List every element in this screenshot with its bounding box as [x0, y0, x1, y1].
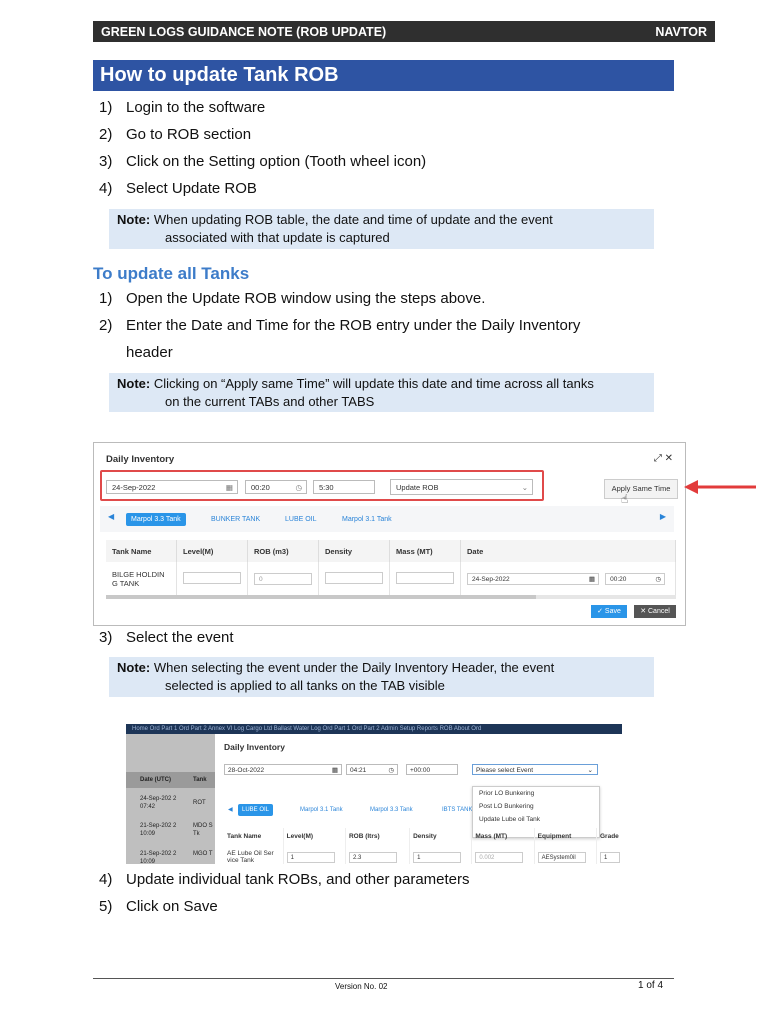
tab-marpol-3-1[interactable]: Marpol 3.1 Tank	[300, 807, 343, 813]
step-text: header	[126, 344, 173, 361]
apply-same-time-button[interactable]: Apply Same Time	[604, 479, 678, 499]
table-row	[224, 844, 622, 864]
step-text: Login to the software	[126, 99, 266, 116]
equipment-input[interactable]: AESystem0il	[538, 852, 586, 863]
document-header-title: GREEN LOGS GUIDANCE NOTE (ROB UPDATE)	[101, 24, 387, 39]
bg-tank-cell: MGO T	[193, 851, 213, 857]
step-number: 1)	[99, 99, 113, 116]
tab-bunker-tank[interactable]: BUNKER TANK	[211, 516, 261, 523]
column-header: Grade	[597, 828, 623, 844]
step-text: Select Update ROB	[126, 180, 257, 197]
step-text: Update individual tank ROBs, and other parameters	[126, 871, 470, 888]
note-text-continued: associated with that update is captured	[165, 230, 390, 245]
timezone-value: 5:30	[319, 483, 334, 492]
note-label: Note:	[117, 212, 151, 227]
chevron-left-icon[interactable]: ◀	[228, 807, 233, 813]
step-number: 5)	[99, 898, 113, 915]
date-input[interactable]	[224, 764, 342, 775]
step-text: Select the event	[126, 629, 234, 646]
row-time-input[interactable]	[605, 573, 665, 585]
note-text: Clicking on “Apply same Time” will update this date and time across all tanks	[153, 376, 594, 391]
step-number: 4)	[99, 180, 113, 197]
column-header: Date	[461, 540, 676, 562]
window-controls-icon[interactable]: ⤢ ✕	[653, 453, 673, 464]
time-input[interactable]	[346, 764, 398, 775]
bg-tank-cell: MDO S Tk	[193, 823, 213, 837]
tab-lube-oil[interactable]: LUBE OIL	[238, 804, 273, 816]
row-date-input[interactable]	[467, 573, 599, 585]
tank-table	[106, 540, 676, 596]
bg-date-cell: 24-Sep-202 2 07:42	[140, 796, 177, 810]
mass-cell	[472, 844, 534, 864]
column-header: Tank	[193, 777, 207, 783]
dialog-title: Daily Inventory	[106, 454, 175, 465]
step-number: 3)	[99, 629, 113, 646]
tank-table	[224, 828, 622, 864]
column-header: Tank Name	[224, 828, 283, 844]
calendar-icon[interactable]: ▦	[588, 576, 595, 583]
column-header: Mass (MT)	[472, 828, 534, 844]
step-number: 3)	[99, 153, 113, 170]
daily-inventory-screenshot	[93, 442, 686, 626]
density-cell	[319, 562, 390, 596]
event-select-screenshot	[126, 724, 622, 864]
background-table-header	[126, 772, 215, 788]
step-text: Click on the Setting option (Tooth wheel icon)	[126, 153, 427, 170]
column-header: ROB (m3)	[248, 540, 319, 562]
column-header: Level(M)	[177, 540, 248, 562]
bg-date-cell: 21-Sep-202 2 10:09	[140, 851, 177, 864]
note-text: When updating ROB table, the date and time of update and the event	[153, 212, 553, 227]
step-number: 4)	[99, 871, 113, 888]
density-cell	[410, 844, 472, 864]
row-date-value: 24-Sep-2022	[472, 576, 510, 583]
event-placeholder: Please select Event	[476, 767, 534, 774]
timezone-input[interactable]	[313, 480, 375, 494]
column-header: ROB (ltrs)	[345, 828, 409, 844]
tab-lube-oil[interactable]: LUBE OIL	[285, 516, 317, 523]
document-header	[93, 21, 715, 42]
timezone-input[interactable]	[406, 764, 458, 775]
tank-name-cell: BILGE HOLDIN G TANK	[106, 562, 177, 596]
scrollbar-thumb[interactable]	[106, 595, 536, 599]
tab-marpol-3-3[interactable]: Marpol 3.3 Tank	[126, 513, 186, 526]
red-arrow-icon	[684, 479, 758, 495]
chevron-right-icon[interactable]: ▶	[659, 512, 666, 521]
level-input[interactable]: 1	[287, 852, 335, 863]
column-header: Tank Name	[106, 540, 177, 562]
note-text: When selecting the event under the Daily Inventory Header, the event	[153, 660, 555, 675]
note-box-select-event	[109, 657, 654, 697]
density-input[interactable]: 1	[413, 852, 461, 863]
tab-marpol-3-1[interactable]: Marpol 3.1 Tank	[342, 516, 392, 523]
bg-date-cell: 21-Sep-202 2 10:09	[140, 823, 177, 837]
step-text: Open the Update ROB window using the steps above.	[126, 290, 486, 307]
timezone-value: +00:00	[410, 767, 431, 774]
calendar-icon[interactable]: ▦	[331, 767, 338, 774]
dropdown-option[interactable]: Prior LO Bunkering	[479, 790, 535, 797]
tab-marpol-3-3[interactable]: Marpol 3.3 Tank	[370, 807, 413, 813]
date-value: 24-Sep-2022	[112, 483, 156, 492]
step-text: Click on Save	[126, 898, 218, 915]
step-number: 2)	[99, 317, 113, 334]
note-text-continued: selected is applied to all tanks on the TAB visible	[165, 678, 445, 693]
rob-cell	[248, 562, 319, 596]
note-box-apply-same-time	[109, 373, 654, 412]
clock-icon[interactable]: ◷	[655, 576, 662, 583]
section-title: How to update Tank ROB	[93, 60, 674, 91]
rob-cell	[345, 844, 409, 864]
step-number: 2)	[99, 126, 113, 143]
note-text-continued: on the current TABs and other TABS	[165, 394, 375, 409]
mass-cell	[390, 562, 461, 596]
subsection-title: To update all Tanks	[93, 264, 250, 283]
horizontal-scrollbar[interactable]	[106, 595, 676, 599]
row-time-value: 00:20	[610, 576, 627, 583]
column-header: Equipment	[534, 828, 596, 844]
dialog-title: Daily Inventory	[224, 742, 285, 752]
tab-ibts-tank[interactable]: IBTS TANK	[442, 807, 473, 813]
footer-divider	[93, 978, 674, 979]
date-input[interactable]	[106, 480, 238, 494]
level-input[interactable]	[183, 572, 241, 584]
pointer-cursor-icon: ☝	[621, 492, 629, 506]
table-header-row	[106, 540, 676, 562]
table-header-row	[224, 828, 622, 844]
step-text: Go to ROB section	[126, 126, 252, 143]
equipment-cell	[534, 844, 596, 864]
column-header: Date (UTC)	[140, 777, 171, 783]
event-select[interactable]	[390, 479, 533, 495]
chevron-left-icon[interactable]: ◀	[108, 512, 115, 521]
time-value: 04:21	[350, 767, 367, 774]
step-number: 1)	[99, 290, 113, 307]
grade-input[interactable]: 1	[600, 852, 620, 863]
level-cell	[283, 844, 345, 864]
note-label: Note:	[117, 660, 151, 675]
time-input[interactable]	[245, 480, 307, 494]
dropdown-option[interactable]: Update Lube oil Tank	[479, 816, 540, 823]
save-button[interactable]: ✓ Save	[591, 605, 627, 618]
tank-tabs	[100, 506, 674, 532]
chevron-down-icon: ⌄	[587, 767, 593, 774]
column-header: Mass (MT)	[390, 540, 461, 562]
event-value: Update ROB	[396, 483, 439, 492]
note-label: Note:	[117, 376, 151, 391]
table-row	[106, 562, 676, 596]
rob-input[interactable]: 0	[254, 573, 312, 585]
mass-input[interactable]: 0.002	[475, 852, 523, 863]
event-select[interactable]	[472, 764, 598, 775]
density-input[interactable]	[325, 572, 383, 584]
clock-icon[interactable]: ◷	[388, 767, 394, 774]
tank-name-cell: AE Lube Oil Ser vice Tank	[224, 844, 283, 864]
rob-input[interactable]: 2.3	[349, 852, 397, 863]
bg-tank-cell: ROT	[193, 800, 206, 806]
column-header: Density	[319, 540, 390, 562]
mass-input[interactable]	[396, 572, 454, 584]
dropdown-option[interactable]: Post LO Bunkering	[479, 803, 534, 810]
clock-icon[interactable]: ◷	[295, 483, 302, 492]
note-box-update-rob	[109, 209, 654, 249]
calendar-icon[interactable]: ▦	[225, 483, 233, 492]
column-header: Density	[410, 828, 472, 844]
step-text: Enter the Date and Time for the ROB entry under the Daily Inventory	[126, 317, 581, 334]
cancel-button[interactable]: ✕ Cancel	[634, 605, 676, 618]
document-header-brand: NAVTOR	[655, 24, 707, 39]
level-cell	[177, 562, 248, 596]
column-header: Level(M)	[283, 828, 345, 844]
time-value: 00:20	[251, 483, 270, 492]
version-number: Version No. 02	[335, 982, 388, 991]
date-value: 28-Oct-2022	[228, 767, 265, 774]
page-number: 1 of 4	[638, 980, 664, 991]
grade-cell	[597, 844, 623, 864]
chevron-down-icon: ⌄	[521, 483, 528, 492]
date-cell	[461, 562, 676, 596]
daily-inventory-dialog	[215, 734, 622, 864]
app-top-nav: Home Ord Part 1 Ord Part 2 Annex VI Log Cargo Ltd Ballast Water Log Ord Part 1 Ord Part 2 Admin Setup Reports ROB About Ord	[126, 724, 622, 734]
